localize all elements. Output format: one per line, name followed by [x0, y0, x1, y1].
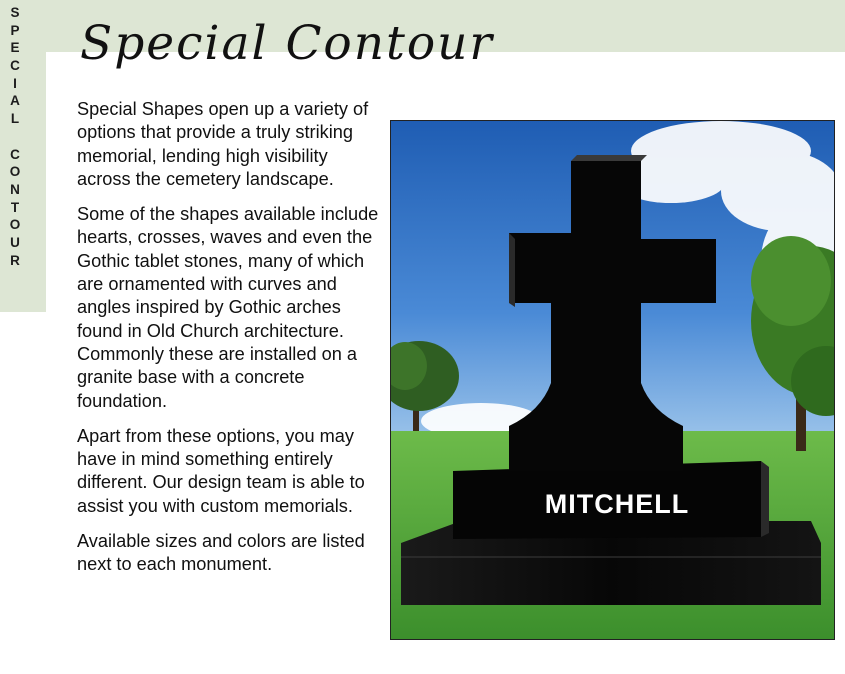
vertical-section-label	[0, 4, 30, 269]
side-letter: U	[10, 234, 20, 250]
side-letter: C	[10, 58, 20, 74]
side-letter: C	[10, 146, 20, 162]
body-text	[77, 98, 383, 589]
side-letter: O	[9, 217, 21, 233]
paragraph: Available sizes and colors are listed next to each monument.	[77, 531, 365, 575]
page-title: Special Contour	[80, 16, 494, 71]
side-letter: N	[10, 181, 20, 197]
monument-photo	[390, 120, 835, 640]
side-letter: R	[10, 252, 20, 268]
side-letter: S	[10, 5, 20, 20]
side-letter: T	[10, 199, 20, 215]
side-letter: A	[10, 93, 20, 109]
monument-inscription: MITCHELL	[544, 489, 690, 519]
side-tab	[0, 0, 46, 312]
side-letter: E	[10, 40, 20, 56]
side-letter: O	[9, 164, 21, 180]
paragraph: Apart from these options, you may have in mind something entirely different. Our design team is able to assist you with custom memorials.	[77, 425, 365, 516]
paragraph: Some of the shapes available include hearts, crosses, waves and even the Gothic tablet stones, many of which are ornamented with curves and angles inspired by Gothic arches found in Old Church architecture. Commonly these are installed on a granite base with a concrete foundation.	[77, 204, 379, 411]
side-letter: I	[13, 75, 17, 91]
side-letter: L	[10, 111, 20, 127]
side-letter: P	[10, 22, 20, 38]
paragraph: Special Shapes open up a variety of options that provide a truly striking memorial, lending high visibility across the cemetery landscape.	[77, 99, 369, 189]
